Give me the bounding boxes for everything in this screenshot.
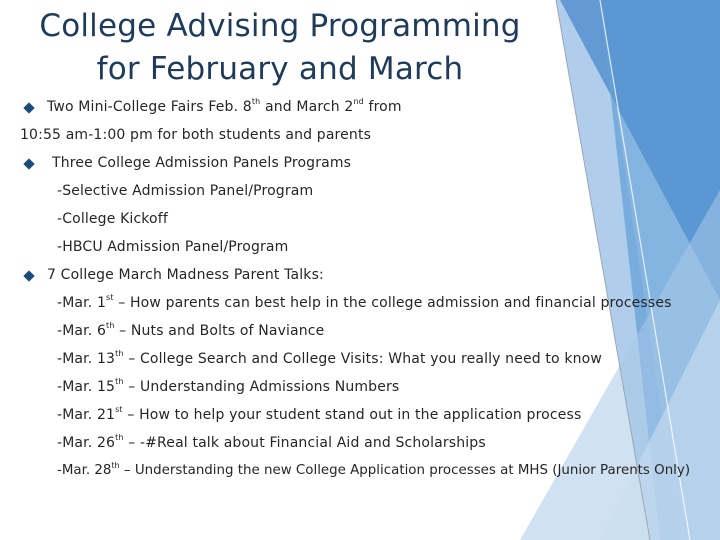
panels-heading: Three College Admission Panels Programs [52,155,352,171]
talk-date-suffix: th [111,460,120,470]
slide-title-line-2: for February and March [96,51,464,87]
talk-date-suffix: st [106,293,114,303]
talk-topic: – Understanding the new College Application processes at MHS (Junior Parents Only) [119,463,691,478]
talk-item [57,323,324,339]
talk-item [57,407,581,423]
talk-topic: – Nuts and Bolts of Naviance [114,323,325,339]
talk-date: -Mar. 26 [57,435,116,451]
talk-topic: – Understanding Admissions Numbers [123,379,400,395]
mini-fairs-continuation: 10:55 am-1:00 pm for both students and parents [20,127,372,143]
talk-topic: – How to help your student stand out in the application process [122,407,582,423]
talk-date: -Mar. 21 [57,407,116,423]
mini-fairs-mid: and March 2 [260,99,354,115]
talk-item [57,351,602,367]
talk-date: -Mar. 28 [57,463,112,478]
talk-date-suffix: th [115,377,124,387]
talk-date-suffix: th [115,433,124,443]
talk-item [57,460,691,478]
panel-item: -Selective Admission Panel/Program [57,183,314,199]
talk-date: -Mar. 13 [57,351,116,367]
talk-item [57,435,486,451]
talk-date-suffix: th [106,321,115,331]
talk-topic: – How parents can best help in the college admission and financial processes [113,295,672,311]
talk-topic: – -#Real talk about Financial Aid and Scholarships [123,435,486,451]
talk-topic: – College Search and College Visits: What you really need to know [123,351,602,367]
talk-date: -Mar. 1 [57,295,107,311]
panel-item: -College Kickoff [57,211,168,227]
talk-item [57,295,672,311]
march-date-suffix: nd [353,97,364,107]
talk-date-suffix: st [115,405,123,415]
feb-date-suffix: th [251,97,261,107]
talks-heading: 7 College March Madness Parent Talks: [47,267,324,283]
talk-item [57,379,399,395]
mini-fairs-pre: Two Mini-College Fairs Feb. 8 [47,99,252,115]
talk-date: -Mar. 6 [57,323,107,339]
mini-fairs-text [47,99,402,115]
talk-date: -Mar. 15 [57,379,116,395]
slide-title-line-1: College Advising Programming [39,8,521,44]
talk-date-suffix: th [115,349,124,359]
panel-item: -HBCU Admission Panel/Program [57,239,289,255]
mini-fairs-post: from [363,99,402,115]
